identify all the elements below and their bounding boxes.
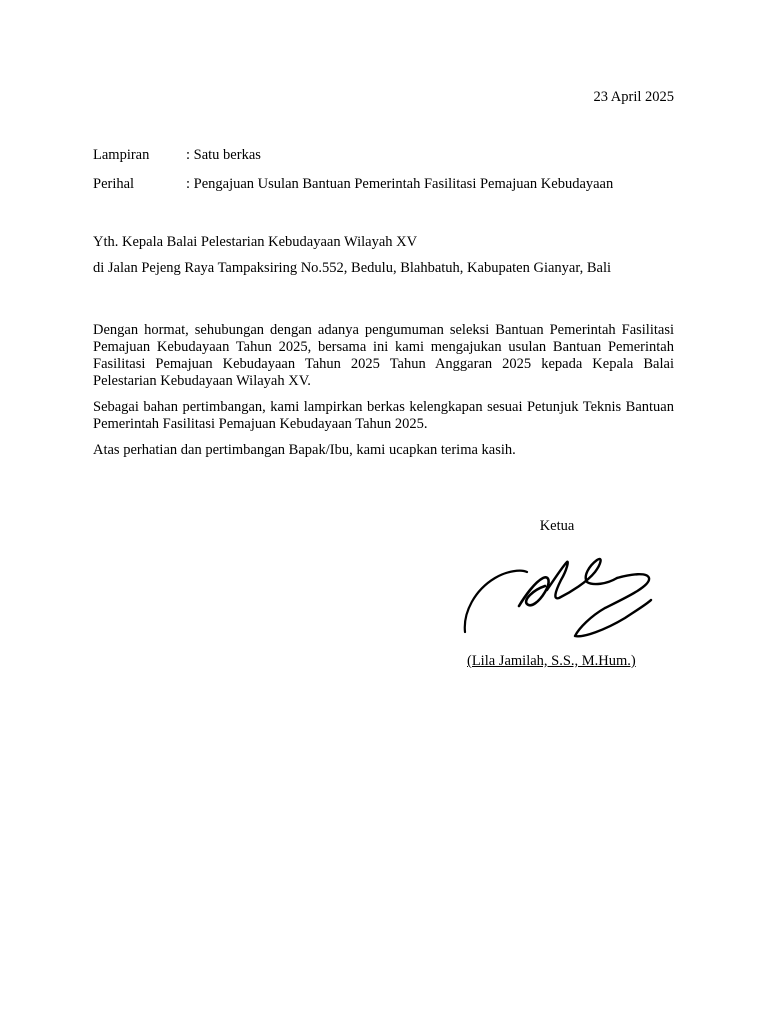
signer-title: Ketua <box>539 518 575 534</box>
lampiran-label: Lampiran <box>93 147 150 163</box>
body-paragraph: Sebagai bahan pertimbangan, kami lampirkan berkas kelengkapan sesuai Petunjuk Teknis Bantuan Pemerintah Fasilitasi Pemajuan Kebudayaan Tahun 2025. <box>93 399 674 432</box>
recipient-line-1: Yth. Kepala Balai Pelestarian Kebudayaan Wilayah XV <box>93 234 418 250</box>
perihal-row <box>93 175 613 193</box>
perihal-label: Perihal <box>93 176 135 192</box>
letter-date: 23 April 2025 <box>593 89 674 105</box>
recipient-line-2: di Jalan Pejeng Raya Tampaksiring No.552, Bedulu, Blahbatuh, Kabupaten Gianyar, Bali <box>93 260 612 276</box>
lampiran-row <box>93 146 261 164</box>
body-paragraph: Atas perhatian dan pertimbangan Bapak/Ibu, kami ucapkan terima kasih. <box>93 442 516 458</box>
handwritten-signature <box>455 542 665 646</box>
perihal-value: : Pengajuan Usulan Bantuan Pemerintah Fasilitasi Pemajuan Kebudayaan <box>186 176 614 192</box>
signer-name: (Lila Jamilah, S.S., M.Hum.) <box>467 653 636 669</box>
letter-body <box>93 322 674 468</box>
body-paragraph: Dengan hormat, sehubungan dengan adanya pengumuman seleksi Bantuan Pemerintah Fasilitasi Pemajuan Kebudayaan Tahun 2025, bersama ini kami mengajukan usulan Bantuan Pemerintah Fasilitasi Pemajuan Kebudayaan Tahun 2025 Tahun Anggaran 2025 kepada Kepala Balai Pelestarian Kebudayaan Wilayah XV. <box>93 322 674 389</box>
lampiran-value: : Satu berkas <box>186 147 261 163</box>
